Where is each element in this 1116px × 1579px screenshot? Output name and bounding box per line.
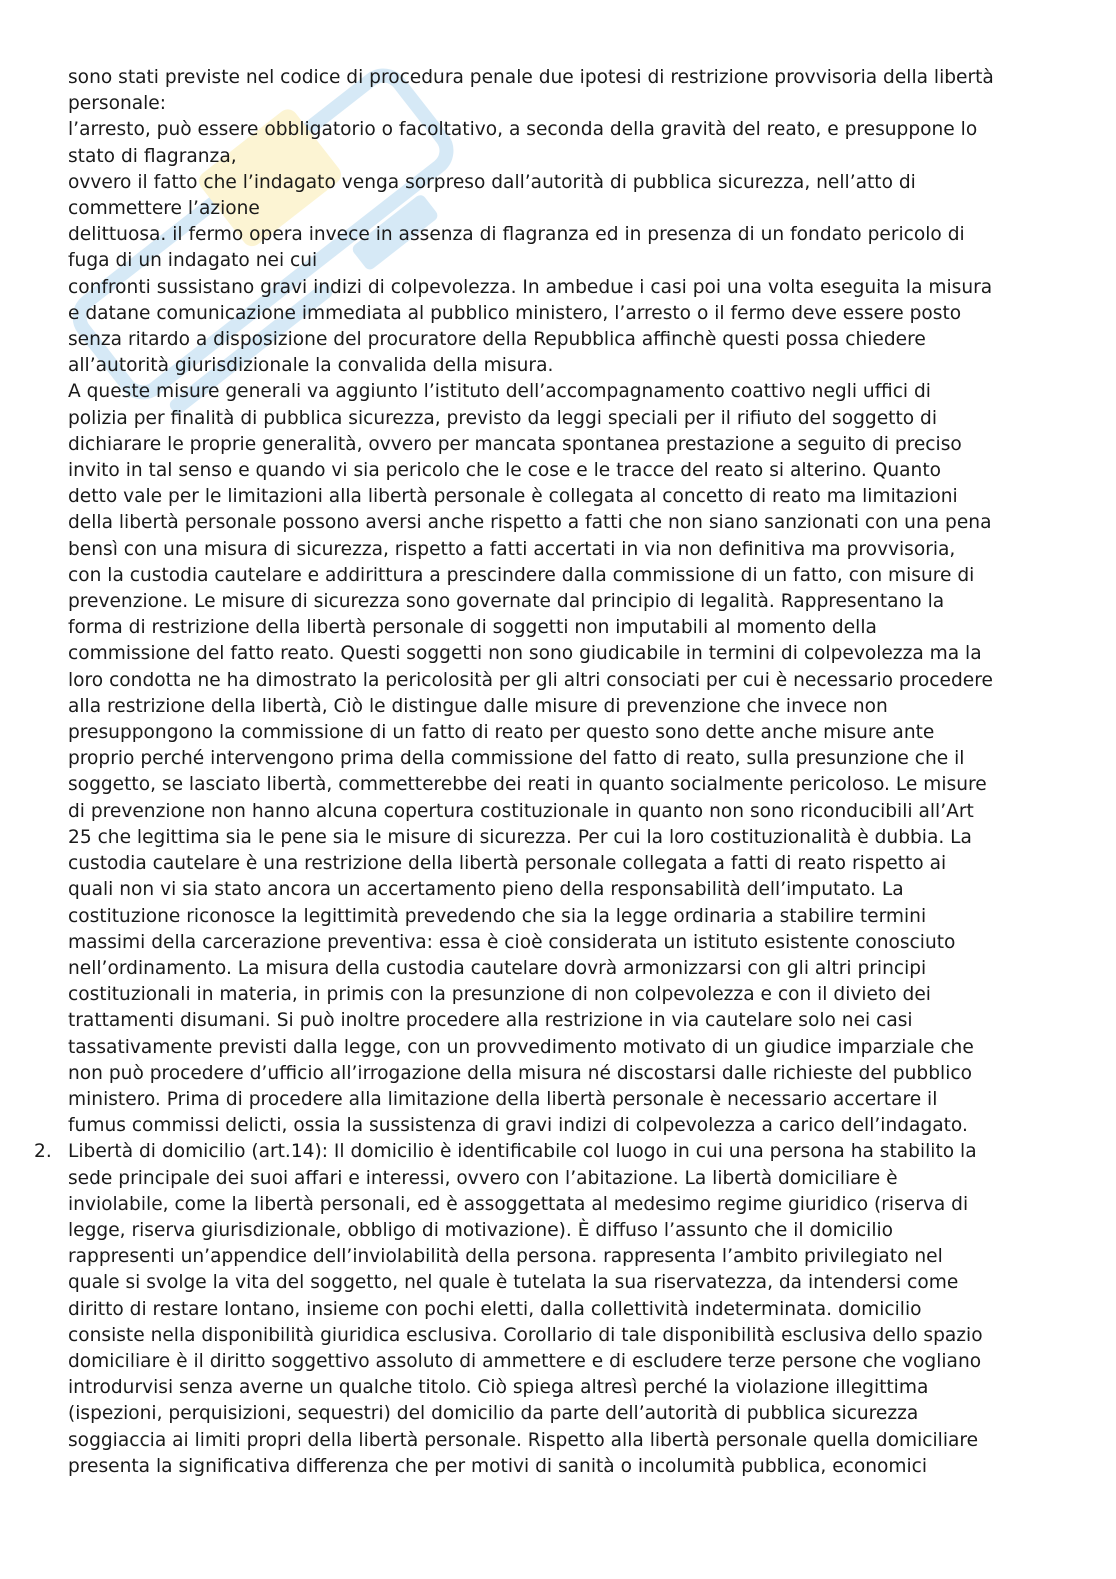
text-line: inviolabile, come la libertà personali, ed è assoggettata al medesimo regime giuridico (riserva di <box>68 1193 969 1215</box>
text-line: non può procedere d’ufficio all’irrogazione della misura né discostarsi dalle richieste del pubblico <box>68 1062 972 1084</box>
text-line: quali non vi sia stato ancora un accertamento pieno della responsabilità dell’imputato. La <box>68 879 904 901</box>
text-line: presenta la significativa differenza che per motivi di sanità o incolumità pubblica, economici <box>68 1455 928 1477</box>
text-line: delittuosa. il fermo opera invece in assenza di flagranza ed in presenza di un fondato pericolo di <box>68 224 965 246</box>
text-line: confronti sussistano gravi indizi di colpevolezza. In ambedue i casi poi una volta eseguita la misura <box>68 276 993 298</box>
text-line: con la custodia cautelare e addirittura a prescindere dalla commissione di un fatto, con misure di <box>68 564 975 586</box>
text-line: e datane comunicazione immediata al pubblico ministero, l’arresto o il fermo deve essere posto <box>68 302 962 324</box>
text-line: soggiaccia ai limiti propri della libertà personale. Rispetto alla libertà personale quella domiciliare <box>68 1429 979 1451</box>
text-line: consiste nella disponibilità giuridica esclusiva. Corollario di tale disponibilità esclusiva dello spazio <box>68 1324 983 1346</box>
text-line: 25 che legittima sia le pene sia le misure di sicurezza. Per cui la loro costituzionalità è dubbia. La <box>68 826 972 848</box>
text-line: polizia per finalità di pubblica sicurezza, previsto da leggi speciali per il rifiuto del soggetto di <box>68 407 938 429</box>
text-line: forma di restrizione della libertà personale di soggetti non imputabili al momento della <box>68 617 877 639</box>
list-item-number: 2. <box>34 1141 52 1163</box>
text-line: commettere l’azione <box>68 198 260 220</box>
body-text <box>34 65 1048 1480</box>
text-line: fumus commissi delicti, ossia la sussistenza di gravi indizi di colpevolezza a carico dell’indagato. <box>68 1115 968 1137</box>
list-item-2 <box>34 1139 1048 1480</box>
text-line: alla restrizione della libertà, Ciò le distingue dalle misure di prevenzione che invece non <box>68 695 888 717</box>
text-line: stato di flagranza, <box>68 145 237 167</box>
text-line: nell’ordinamento. La misura della custodia cautelare dovrà armonizzarsi con gli altri principi <box>68 957 927 979</box>
text-line: senza ritardo a disposizione del procuratore della Repubblica affinchè questi possa chiedere <box>68 329 926 351</box>
text-line: detto vale per le limitazioni alla libertà personale è collegata al concetto di reato ma limitazioni <box>68 486 958 508</box>
text-line: commissione del fatto reato. Questi soggetti non sono giudicabile in termini di colpevolezza ma la <box>68 643 982 665</box>
text-line: bensì con una misura di sicurezza, rispetto a fatti accertati in via non definitiva ma provvisoria, <box>68 538 956 560</box>
text-line: A queste misure generali va aggiunto l’istituto dell’accompagnamento coattivo negli uffici di <box>68 381 931 403</box>
text-line: soggetto, se lasciato libertà, commetterebbe dei reati in quanto socialmente pericoloso. Le misure <box>68 774 987 796</box>
text-line: all’autorità giurisdizionale la convalida della misura. <box>68 355 554 377</box>
text-line: Libertà di domicilio (art.14): Il domicilio è identificabile col luogo in cui una persona ha stabilito la <box>68 1141 977 1163</box>
text-line: ministero. Prima di procedere alla limitazione della libertà personale è necessario accertare il <box>68 1088 938 1110</box>
text-line: diritto di restare lontano, insieme con pochi eletti, dalla collettività indeterminata. domicilio <box>68 1298 922 1320</box>
text-line: proprio perché intervengono prima della commissione del fatto di reato, sulla presunzione che il <box>68 748 965 770</box>
text-line: di prevenzione non hanno alcuna copertura costituzionale in quanto non sono riconducibili all’Art <box>68 800 974 822</box>
text-line: introdurvisi senza averne un qualche titolo. Ciò spiega altresì perché la violazione illegittima <box>68 1377 929 1399</box>
text-line: sono stati previste nel codice di procedura penale due ipotesi di restrizione provvisoria della libertà <box>68 67 994 88</box>
text-line: personale: <box>68 93 166 115</box>
text-line: tassativamente previsti dalla legge, con un provvedimento motivato di un giudice imparziale che <box>68 1036 974 1058</box>
text-line: della libertà personale possono aversi anche rispetto a fatti che non siano sanzionati con una pena <box>68 512 992 534</box>
text-line: domiciliare è il diritto soggettivo assoluto di ammettere e di escludere terze persone che vogliano <box>68 1350 982 1372</box>
text-line: ovvero il fatto che l’indagato venga sorpreso dall’autorità di pubblica sicurezza, nell’atto di <box>68 171 916 193</box>
text-line: rappresenti un’appendice dell’inviolabilità della persona. rappresenta l’ambito privilegiato nel <box>68 1246 943 1268</box>
text-line: invito in tal senso e quando vi sia pericolo che le cose e le tracce del reato si alterino. Quanto <box>68 460 941 482</box>
text-line: costituzionali in materia, in primis con la presunzione di non colpevolezza e con il divieto dei <box>68 984 931 1006</box>
text-line: prevenzione. Le misure di sicurezza sono governate dal principio di legalità. Rappresentano la <box>68 591 945 613</box>
text-line: fuga di un indagato nei cui <box>68 250 318 272</box>
text-line: costituzione riconosce la legittimità prevedendo che sia la legge ordinaria a stabilire termini <box>68 905 927 927</box>
text-line: trattamenti disumani. Si può inoltre procedere alla restrizione in via cautelare solo nei casi <box>68 1010 913 1032</box>
text-line: custodia cautelare è una restrizione della libertà personale collegata a fatti di reato rispetto ai <box>68 853 947 875</box>
text-line: loro condotta ne ha dimostrato la pericolosità per gli altri consociati per cui è necessario procedere <box>68 669 993 691</box>
text-line: l’arresto, può essere obbligatorio o facoltativo, a seconda della gravità del reato, e presuppone lo <box>68 119 978 141</box>
text-line: presuppongono la commissione di un fatto di reato per questo sono dette anche misure ante <box>68 722 935 744</box>
text-line: massimi della carcerazione preventiva: essa è cioè considerata un istituto esistente conosciuto <box>68 931 956 953</box>
text-line: (ispezioni, perquisizioni, sequestri) del domicilio da parte dell’autorità di pubblica sicurezza <box>68 1403 919 1425</box>
text-line: sede principale dei suoi affari e interessi, ovvero con l’abitazione. La libertà domiciliare è <box>68 1167 898 1189</box>
text-line: legge, riserva giurisdizionale, obbligo di motivazione). È diffuso l’assunto che il domicilio <box>68 1219 894 1241</box>
text-line: quale si svolge la vita del soggetto, nel quale è tutelata la sua riservatezza, da intendersi come <box>68 1272 959 1294</box>
text-line: dichiarare le proprie generalità, ovvero per mancata spontanea prestazione a seguito di preciso <box>68 433 962 455</box>
